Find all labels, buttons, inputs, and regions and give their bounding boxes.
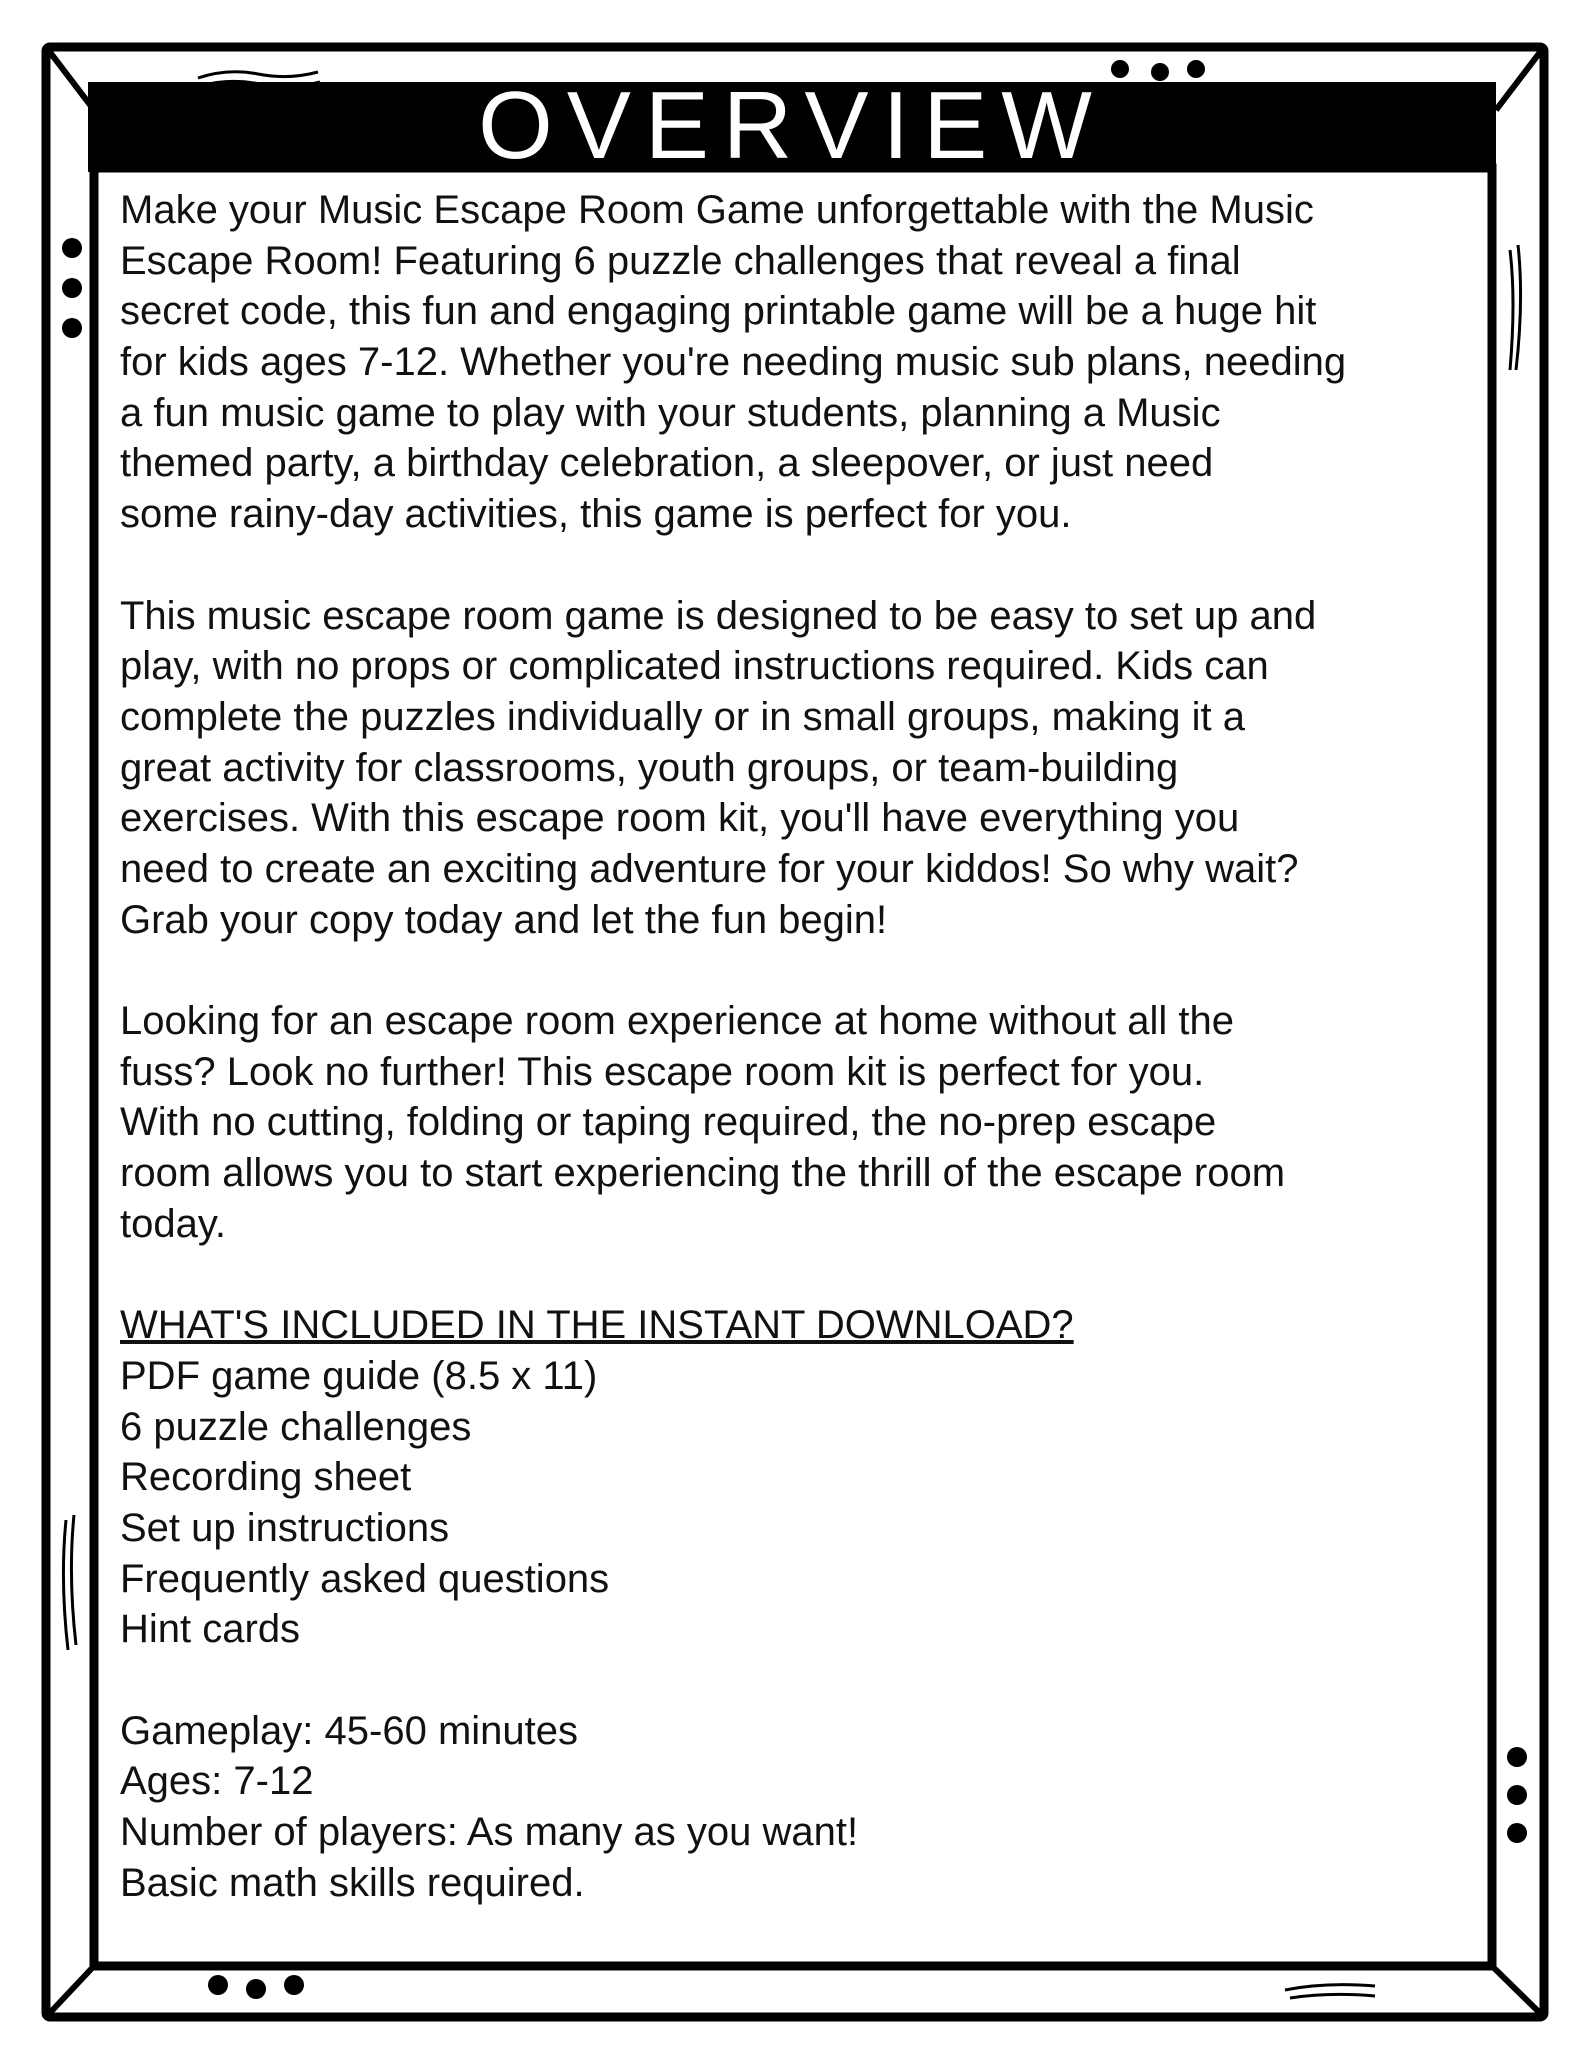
detail-players: Number of players: As many as you want! [120, 1810, 859, 1854]
detail-skills: Basic math skills required. [120, 1860, 585, 1905]
text-line: room allows you to start experiencing the thrill of the escape room [120, 1151, 1286, 1196]
text-line: themed party, a birthday celebration, a sleepover, or just need [120, 441, 1214, 486]
text-line: With no cutting, folding or taping required, the no-prep escape [120, 1100, 1217, 1145]
list-item: Frequently asked questions [120, 1556, 610, 1601]
text-line: secret code, this fun and engaging printable game will be a huge hit [120, 289, 1317, 334]
text-line: fuss? Look no further! This escape room kit is perfect for you. [120, 1049, 1205, 1094]
game-details [120, 1706, 1490, 1909]
text-line: complete the puzzles individually or in small groups, making it a [120, 694, 1245, 739]
detail-ages: Ages: 7-12 [120, 1759, 314, 1804]
text-line: exercises. With this escape room kit, you'll have everything you [120, 796, 1240, 841]
page-title: OVERVIEW [478, 72, 1106, 179]
list-item: PDF game guide (8.5 x 11) [120, 1353, 598, 1398]
paragraph-home [120, 996, 1490, 1249]
detail-gameplay: Gameplay: 45-60 minutes [120, 1708, 579, 1753]
text-line: some rainy-day activities, this game is perfect for you. [120, 492, 1072, 537]
text-line: This music escape room game is designed to be easy to set up and [120, 593, 1317, 638]
overview-body [120, 185, 1490, 1908]
included-heading: WHAT'S INCLUDED IN THE INSTANT DOWNLOAD? [120, 1303, 1074, 1348]
list-item: 6 puzzle challenges [120, 1404, 472, 1449]
list-item: Set up instructions [120, 1505, 450, 1550]
paragraph-intro [120, 185, 1490, 540]
text-line: Make your Music Escape Room Game unforgettable with the Music [120, 188, 1314, 232]
text-line: a fun music game to play with your students, planning a Music [120, 390, 1221, 435]
text-line: great activity for classrooms, youth groups, or team-building [120, 745, 1179, 790]
list-item: Hint cards [120, 1607, 301, 1652]
text-line: play, with no props or complicated instructions required. Kids can [120, 644, 1269, 689]
list-item: Recording sheet [120, 1455, 412, 1500]
title-banner [88, 72, 1496, 179]
text-line: for kids ages 7-12. Whether you're needing music sub plans, needing [120, 340, 1347, 385]
text-line: Looking for an escape room experience at home without all the [120, 999, 1235, 1043]
text-line: today. [120, 1201, 226, 1246]
included-list [120, 1300, 1490, 1655]
text-line: Escape Room! Featuring 6 puzzle challenges that reveal a final [120, 238, 1241, 283]
text-line: need to create an exciting adventure for your kiddos! So why wait? [120, 846, 1299, 891]
paragraph-setup [120, 591, 1490, 946]
text-line: Grab your copy today and let the fun begin! [120, 897, 888, 942]
